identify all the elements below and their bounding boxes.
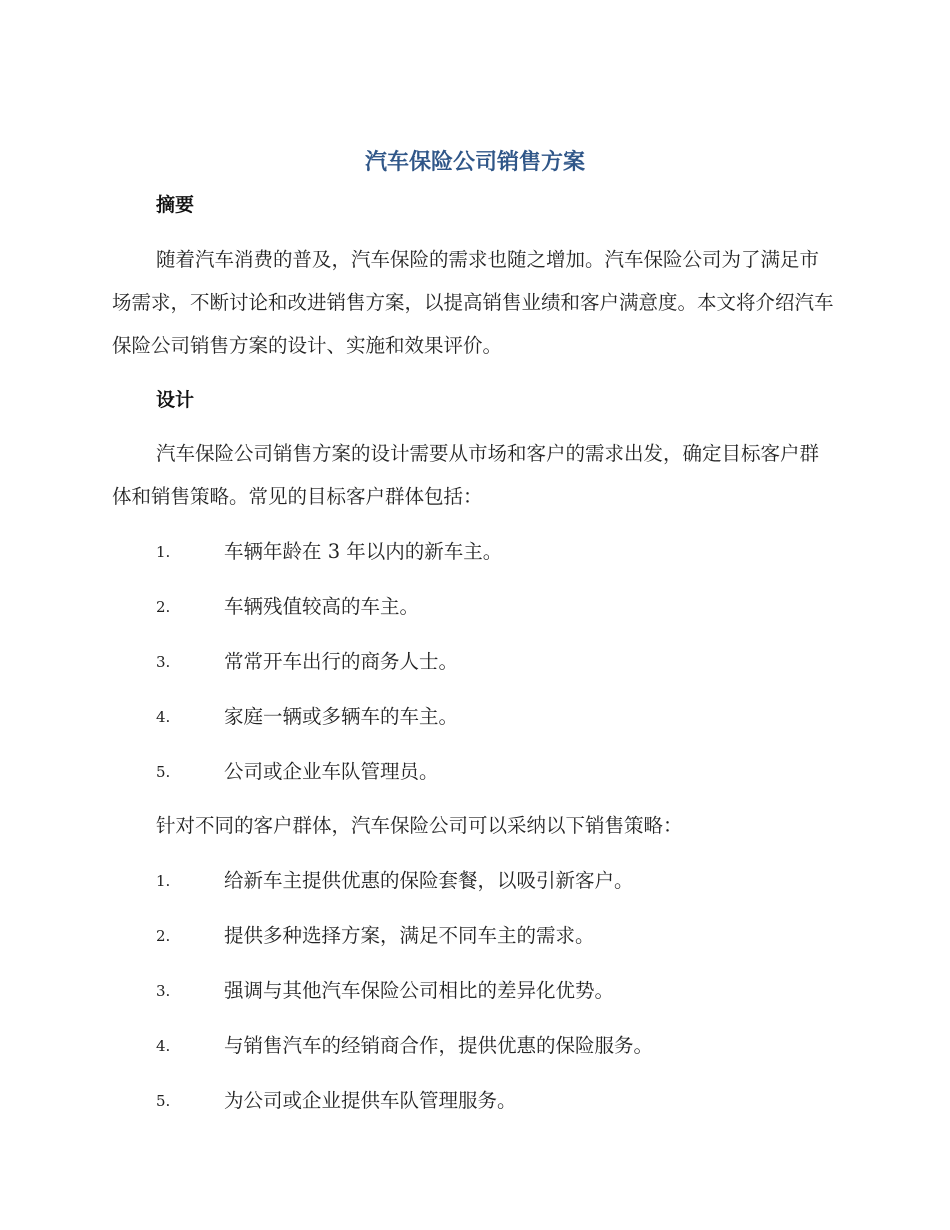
list-number: 4. bbox=[156, 708, 171, 726]
design-paragraph: 汽车保险公司销售方案的设计需要从市场和客户的需求出发，确定目标客户群体和销售策略。常见的目标客户群体包括： bbox=[112, 442, 820, 508]
list-text: 公司或企业车队管理员。 bbox=[224, 760, 439, 783]
list-item bbox=[156, 1031, 836, 1061]
list-number: 2. bbox=[156, 598, 171, 616]
abstract-heading: 摘要 bbox=[156, 194, 195, 216]
list-number: 1. bbox=[156, 872, 171, 890]
list-text: 常常开车出行的商务人士。 bbox=[224, 650, 459, 673]
list-number: 5. bbox=[156, 763, 171, 781]
design-heading: 设计 bbox=[156, 389, 195, 411]
list-text: 车辆残值较高的车主。 bbox=[224, 595, 420, 618]
list-text: 为公司或企业提供车队管理服务。 bbox=[224, 1089, 517, 1112]
list-item bbox=[156, 976, 836, 1006]
list-item bbox=[156, 702, 836, 732]
list-number: 3. bbox=[156, 982, 171, 1000]
list-item bbox=[156, 757, 836, 787]
list-number: 1. bbox=[156, 543, 171, 561]
list-item bbox=[156, 921, 836, 951]
list-item bbox=[156, 537, 836, 567]
list-item bbox=[156, 647, 836, 677]
list-item bbox=[156, 866, 836, 896]
document-title: 汽车保险公司销售方案 bbox=[364, 150, 585, 175]
list-item bbox=[156, 592, 836, 622]
abstract-paragraph: 随着汽车消费的普及，汽车保险的需求也随之增加。汽车保险公司为了满足市场需求，不断讨论和改进销售方案，以提高销售业绩和客户满意度。本文将介绍汽车保险公司销售方案的设计、实施和效果评价。 bbox=[112, 248, 834, 357]
list-item bbox=[156, 1086, 836, 1116]
list-number: 3. bbox=[156, 653, 171, 671]
list-number: 2. bbox=[156, 927, 171, 945]
list-text: 车辆年龄在 3 年以内的新车主。 bbox=[224, 540, 503, 563]
strategy-intro: 针对不同的客户群体，汽车保险公司可以采纳以下销售策略： bbox=[156, 814, 683, 837]
list-text: 强调与其他汽车保险公司相比的差异化优势。 bbox=[224, 979, 615, 1002]
list-text: 家庭一辆或多辆车的车主。 bbox=[224, 705, 459, 728]
list-text: 提供多种选择方案，满足不同车主的需求。 bbox=[224, 924, 595, 947]
list-number: 4. bbox=[156, 1037, 171, 1055]
list-number: 5. bbox=[156, 1092, 171, 1110]
list-text: 给新车主提供优惠的保险套餐，以吸引新客户。 bbox=[224, 869, 634, 892]
list-text: 与销售汽车的经销商合作，提供优惠的保险服务。 bbox=[224, 1034, 654, 1057]
